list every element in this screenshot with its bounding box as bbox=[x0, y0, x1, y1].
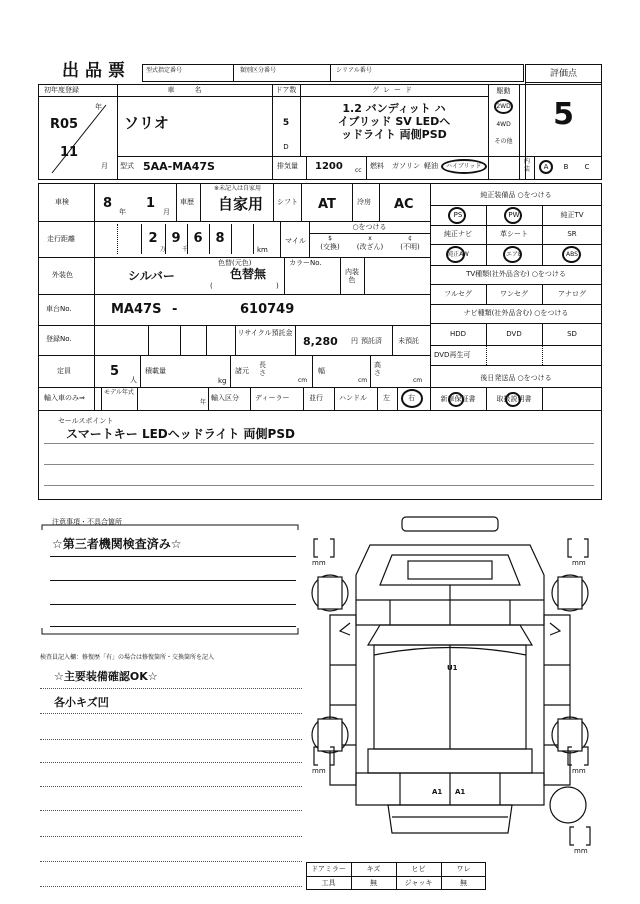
damage-mark-rear-right: A1 bbox=[455, 788, 466, 796]
mileage-digit-5: 6 bbox=[193, 231, 203, 246]
notes-text: ☆第三者機関検査済み☆ bbox=[52, 537, 182, 551]
equip-aw-circle bbox=[446, 246, 465, 263]
dimensions-label: 諸元 bbox=[235, 367, 249, 375]
grade-line-1: 1.2 バンディット ハ bbox=[342, 102, 446, 115]
damage-mark-roof: U1 bbox=[447, 664, 458, 672]
equip-abs: ABS bbox=[566, 251, 578, 258]
tv-type-title: TV種類(社外品含む) ○をつける bbox=[466, 270, 566, 278]
meter-exchange: (交換) bbox=[320, 243, 340, 251]
meter-circle-note: ○をつける bbox=[352, 223, 387, 231]
drive-other: その他 bbox=[494, 138, 513, 145]
later-warranty-circle bbox=[448, 392, 464, 407]
meter-exchange-symbol: $ bbox=[328, 235, 332, 242]
equip-airbag: エアB bbox=[505, 251, 523, 258]
mileage-man-unit: 万 bbox=[160, 246, 167, 253]
car-name: ソリオ bbox=[124, 114, 169, 132]
shift-value: AT bbox=[318, 197, 336, 212]
recolor-paren-close: ) bbox=[276, 282, 279, 290]
table-tools-value: 無 bbox=[370, 879, 377, 887]
equip-leather: 革シート bbox=[500, 230, 528, 238]
car-damage-diagram bbox=[300, 505, 610, 865]
door-count-label: ドア数 bbox=[275, 86, 297, 94]
interior-c: C bbox=[584, 163, 590, 171]
equip-navi: 純正ナビ bbox=[444, 230, 472, 238]
recycle-unit: 円 bbox=[351, 337, 358, 345]
grade-line-3: ッドライト 両側PSD bbox=[341, 128, 447, 141]
use-history-label: 車歴 bbox=[180, 198, 194, 206]
capacity-unit: 人 bbox=[130, 376, 137, 384]
capacity-value: 5 bbox=[110, 364, 120, 379]
shaken-year-unit: 年 bbox=[119, 208, 126, 216]
table-door-mirror: ドアミラー bbox=[311, 865, 346, 873]
displacement-unit: cc bbox=[355, 167, 362, 174]
mileage-label: 走行距離 bbox=[47, 235, 75, 243]
width-label: 幅 bbox=[318, 367, 325, 375]
exterior-color-label: 外装色 bbox=[52, 271, 73, 279]
inspector-note-1: ☆主要装備確認OK☆ bbox=[54, 670, 158, 683]
month-unit: 月 bbox=[101, 162, 108, 170]
equip-sr: SR bbox=[567, 230, 577, 238]
table-crack: ヒビ bbox=[411, 865, 426, 873]
drive-4wd: 4WD bbox=[496, 121, 511, 128]
equip-ps: PS bbox=[453, 211, 463, 219]
ac-value: AC bbox=[394, 197, 414, 212]
serial-number-label: シリアル番号 bbox=[336, 67, 372, 74]
import-parallel: 並行 bbox=[309, 394, 323, 402]
drive-2wd: 2WD bbox=[496, 103, 511, 110]
score-value: 5 bbox=[553, 97, 574, 132]
table-tools: 工具 bbox=[321, 879, 336, 887]
model-year-unit: 年 bbox=[200, 399, 207, 406]
table-break: ワレ bbox=[456, 865, 471, 873]
shift-label: シフト bbox=[277, 198, 298, 206]
shaken-year: 8 bbox=[103, 196, 113, 211]
chassis-dash: - bbox=[172, 302, 178, 317]
chassis-number: 610749 bbox=[240, 302, 295, 317]
recycle-deposited: 預託済 bbox=[361, 337, 382, 345]
use-history: 自家用 bbox=[218, 195, 264, 213]
interior-label: 内装 bbox=[524, 158, 531, 173]
mileage-sen-unit: 千 bbox=[182, 246, 189, 253]
class-number-label: 類別区分番号 bbox=[240, 67, 277, 74]
later-warranty: 新車保証書 bbox=[440, 395, 476, 403]
handle-left: 左 bbox=[383, 394, 390, 402]
shaken-month: 1 bbox=[146, 196, 156, 211]
sales-point-label: セールスポイント bbox=[58, 417, 114, 425]
equip-ps-circle bbox=[448, 207, 466, 224]
later-manual-circle bbox=[505, 392, 521, 407]
interior-color-label: 内装色 bbox=[345, 268, 359, 284]
drive-2wd-circle bbox=[494, 99, 513, 114]
mm-front-right: mm bbox=[572, 559, 586, 567]
fuel-diesel: 軽油 bbox=[424, 162, 438, 170]
fuel-label: 燃料 bbox=[370, 162, 384, 170]
mm-rear-right: mm bbox=[572, 767, 586, 775]
mileage-digit-4: 9 bbox=[171, 231, 181, 246]
recolor-label: 色替(元色) bbox=[218, 259, 252, 267]
equip-airbag-circle bbox=[503, 246, 522, 263]
mm-front-left: mm bbox=[312, 559, 326, 567]
inspector-note-2: 各小キズ凹 bbox=[54, 696, 109, 709]
sales-point-text: スマートキー LEDヘッドライト 両側PSD bbox=[66, 427, 295, 441]
recycle-label: リサイクル預託金 bbox=[237, 329, 293, 337]
length-label: 長さ bbox=[259, 361, 266, 377]
handle-label: ハンドル bbox=[339, 394, 367, 402]
ac-label: 冷房 bbox=[357, 198, 371, 206]
shaken-label: 車検 bbox=[55, 198, 69, 206]
interior-a-circle bbox=[539, 160, 553, 174]
tv-fullseg: フルセグ bbox=[444, 290, 472, 298]
damage-mark-rear-left: A1 bbox=[432, 788, 443, 796]
meter-unknown-symbol: ¢ bbox=[408, 235, 412, 242]
equip-pw: PW bbox=[508, 211, 520, 219]
grade-line-2: イブリッド SV LEDヘ bbox=[337, 115, 451, 128]
registration-number-label: 登録No. bbox=[46, 335, 72, 343]
model-label: 型式 bbox=[120, 162, 134, 170]
length-unit: cm bbox=[298, 377, 308, 384]
recolor-value: 色替無 bbox=[230, 267, 267, 281]
mileage-digit-3: 2 bbox=[148, 231, 158, 246]
type-designation-label: 型式指定番号 bbox=[146, 67, 183, 74]
dvd-playback: DVD再生可 bbox=[434, 351, 471, 359]
displacement-value: 1200 bbox=[315, 161, 343, 172]
meter-tampered-symbol: x bbox=[368, 235, 372, 242]
handle-right-circle bbox=[401, 389, 423, 408]
first-registration-label: 初年度登録 bbox=[44, 86, 79, 94]
handle-right: 右 bbox=[408, 394, 415, 402]
registration-month: 11 bbox=[60, 145, 79, 160]
table-jack: ジャッキ bbox=[404, 879, 433, 887]
color-number-label: カラーNo. bbox=[289, 259, 322, 267]
door-unit: D bbox=[283, 143, 289, 151]
model-code: 5AA-MA47S bbox=[143, 160, 215, 173]
height-unit: cm bbox=[413, 377, 423, 384]
notes-label: 注意事項・不具合箇所 bbox=[52, 518, 122, 526]
displacement-label: 排気量 bbox=[277, 162, 298, 170]
recolor-paren-open: ( bbox=[210, 282, 213, 290]
chassis-model: MA47S bbox=[111, 302, 162, 317]
chassis-label: 車台No. bbox=[46, 305, 72, 313]
mm-spare: mm bbox=[574, 847, 588, 855]
fuel-gasoline: ガソリン bbox=[392, 162, 420, 170]
load-unit: kg bbox=[218, 377, 227, 385]
shaken-month-unit: 月 bbox=[163, 208, 170, 216]
mm-rear-left: mm bbox=[312, 767, 326, 775]
form-title: 出品票 bbox=[62, 61, 131, 81]
capacity-label: 定員 bbox=[57, 367, 71, 375]
fuel-hybrid-circle bbox=[441, 159, 487, 174]
model-year-label: モデル年式 bbox=[104, 389, 134, 396]
navi-hdd: HDD bbox=[449, 330, 467, 338]
interior-a: A bbox=[543, 163, 549, 171]
table-scratch: キズ bbox=[366, 865, 381, 873]
tv-analog: アナログ bbox=[558, 290, 586, 298]
score-label: 評価点 bbox=[549, 69, 577, 79]
import-dealer: ディーラー bbox=[255, 394, 290, 402]
use-note: ※未記入は自家用 bbox=[214, 185, 262, 192]
width-unit: cm bbox=[358, 377, 368, 384]
mileage-km-unit: km bbox=[257, 246, 268, 254]
table-jack-value: 無 bbox=[460, 879, 467, 887]
navi-dvd: DVD bbox=[506, 330, 522, 338]
mileage-digit-6: 8 bbox=[215, 231, 225, 246]
tv-oneseg: ワンセグ bbox=[500, 290, 528, 298]
drive-label: 駆動 bbox=[496, 87, 511, 95]
recycle-not-deposited: 未預託 bbox=[398, 337, 419, 345]
navi-type-title: ナビ種類(社外品含む) ○をつける bbox=[463, 309, 569, 317]
registration-era: R05 bbox=[50, 117, 79, 132]
navi-sd: SD bbox=[567, 330, 577, 338]
inspector-label: 検査員記入欄：修復歴「有」の場合は修復箇所・交換箇所を記入 bbox=[40, 654, 215, 661]
exterior-color: シルバー bbox=[128, 269, 175, 283]
mile-label: マイル bbox=[285, 237, 306, 245]
year-unit: 年 bbox=[95, 103, 102, 111]
height-label: 高さ bbox=[374, 361, 381, 377]
equip-aw: 純正AW bbox=[447, 251, 469, 258]
import-only-label: 輸入車のみ⇒ bbox=[44, 394, 85, 402]
later-shipping-title: 後日発送品 ○をつける bbox=[480, 374, 552, 382]
equip-pw-circle bbox=[504, 207, 522, 224]
equip-tv: 純正TV bbox=[560, 211, 584, 219]
interior-b: B bbox=[563, 163, 569, 171]
load-label: 積載量 bbox=[145, 367, 166, 375]
later-manual: 取扱説明書 bbox=[496, 395, 532, 403]
spec-header-box bbox=[142, 64, 524, 82]
import-kind-label: 輸入区分 bbox=[211, 394, 239, 402]
equip-abs-circle bbox=[562, 246, 581, 263]
door-count: 5 bbox=[282, 118, 290, 128]
grade-label: グレード bbox=[372, 86, 416, 94]
fuel-hybrid: ハイブリッド bbox=[446, 163, 482, 170]
meter-tampered: (改ざん) bbox=[356, 243, 384, 251]
meter-unknown: (不明) bbox=[400, 243, 420, 251]
recycle-fee: 8,280 bbox=[303, 335, 338, 348]
equipment-title: 純正装備品 ○をつける bbox=[480, 191, 552, 199]
car-name-label: 車名 bbox=[167, 86, 222, 94]
